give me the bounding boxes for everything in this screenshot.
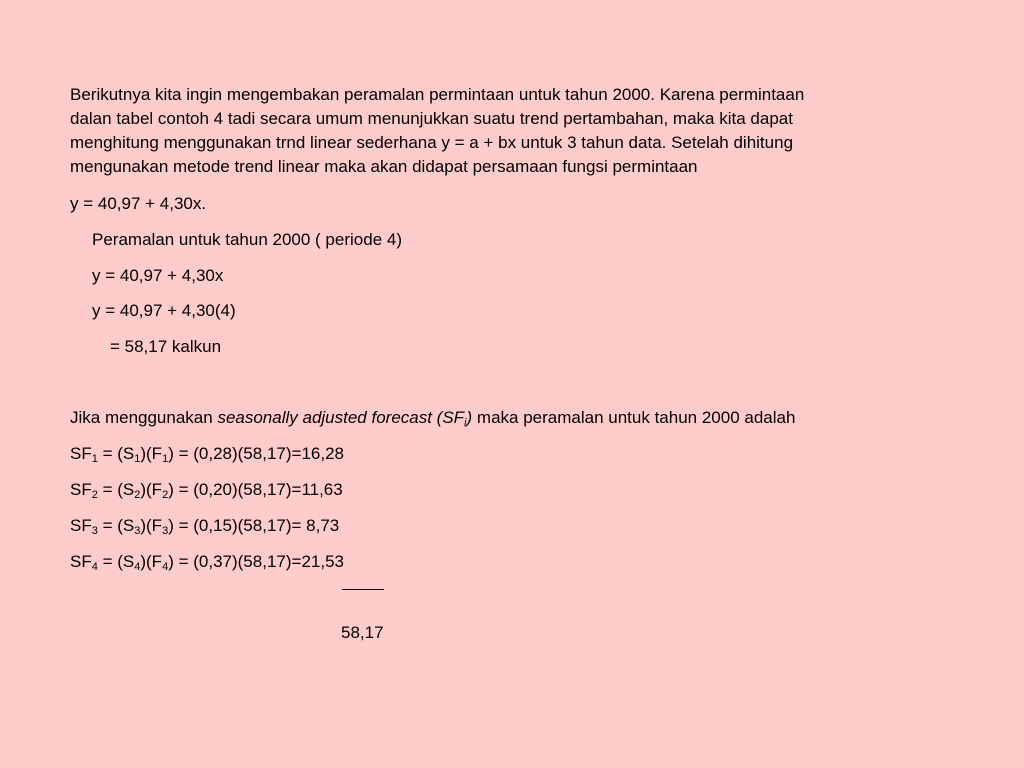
sf-row: $SF_1 = (S_1)(F_1) = (0,28)(58,17)=16,28$ (70, 444, 344, 465)
forecast-step-2: y = 40,97 + 4,30(4) (92, 301, 236, 320)
sum-total: 58,17 (341, 623, 384, 642)
sf-row: $SF_4 = (S_4)(F_4) = (0,37)(58,17)=21,53$ (70, 552, 344, 573)
intro-paragraph (70, 83, 950, 179)
forecast-step-1: y = 40,97 + 4,30x (92, 266, 224, 285)
intro-line: dalan tabel contoh 4 tadi secara umum menunjukkan suatu trend pertambahan, maka kita dapat (70, 109, 793, 128)
seasonal-intro (70, 406, 795, 430)
trend-equation: y = 40,97 + 4,30x. (70, 194, 207, 213)
sum-rule-divider (342, 589, 384, 590)
forecast-heading: Peramalan untuk tahun 2000 ( periode 4) (92, 230, 402, 249)
intro-line: Berikutnya kita ingin mengembakan peramalan permintaan untuk tahun 2000. Karena permintaan (70, 85, 805, 104)
forecast-result: = 58,17 kalkun (110, 337, 222, 356)
sf-row: $SF_3 = (S_3)(F_3) = (0,15)(58,17)= 8,73$ (70, 516, 340, 537)
intro-line: mengunakan metode trend linear maka akan didapat persamaan fungsi permintaan (70, 157, 698, 176)
seasonal-intro-prefix: Jika menggunakan (70, 408, 218, 427)
sf-row: $SF_2 = (S_2)(F_2) = (0,20)(58,17)=11,63$ (70, 480, 343, 501)
seasonal-intro-term: seasonally adjusted forecast $(SF_i)$ (217, 408, 473, 429)
seasonal-intro-suffix: maka peramalan untuk tahun 2000 adalah (472, 408, 796, 427)
intro-line: menghitung menggunakan trnd linear sederhana y = a + bx untuk 3 tahun data. Setelah dihitung (70, 133, 794, 152)
